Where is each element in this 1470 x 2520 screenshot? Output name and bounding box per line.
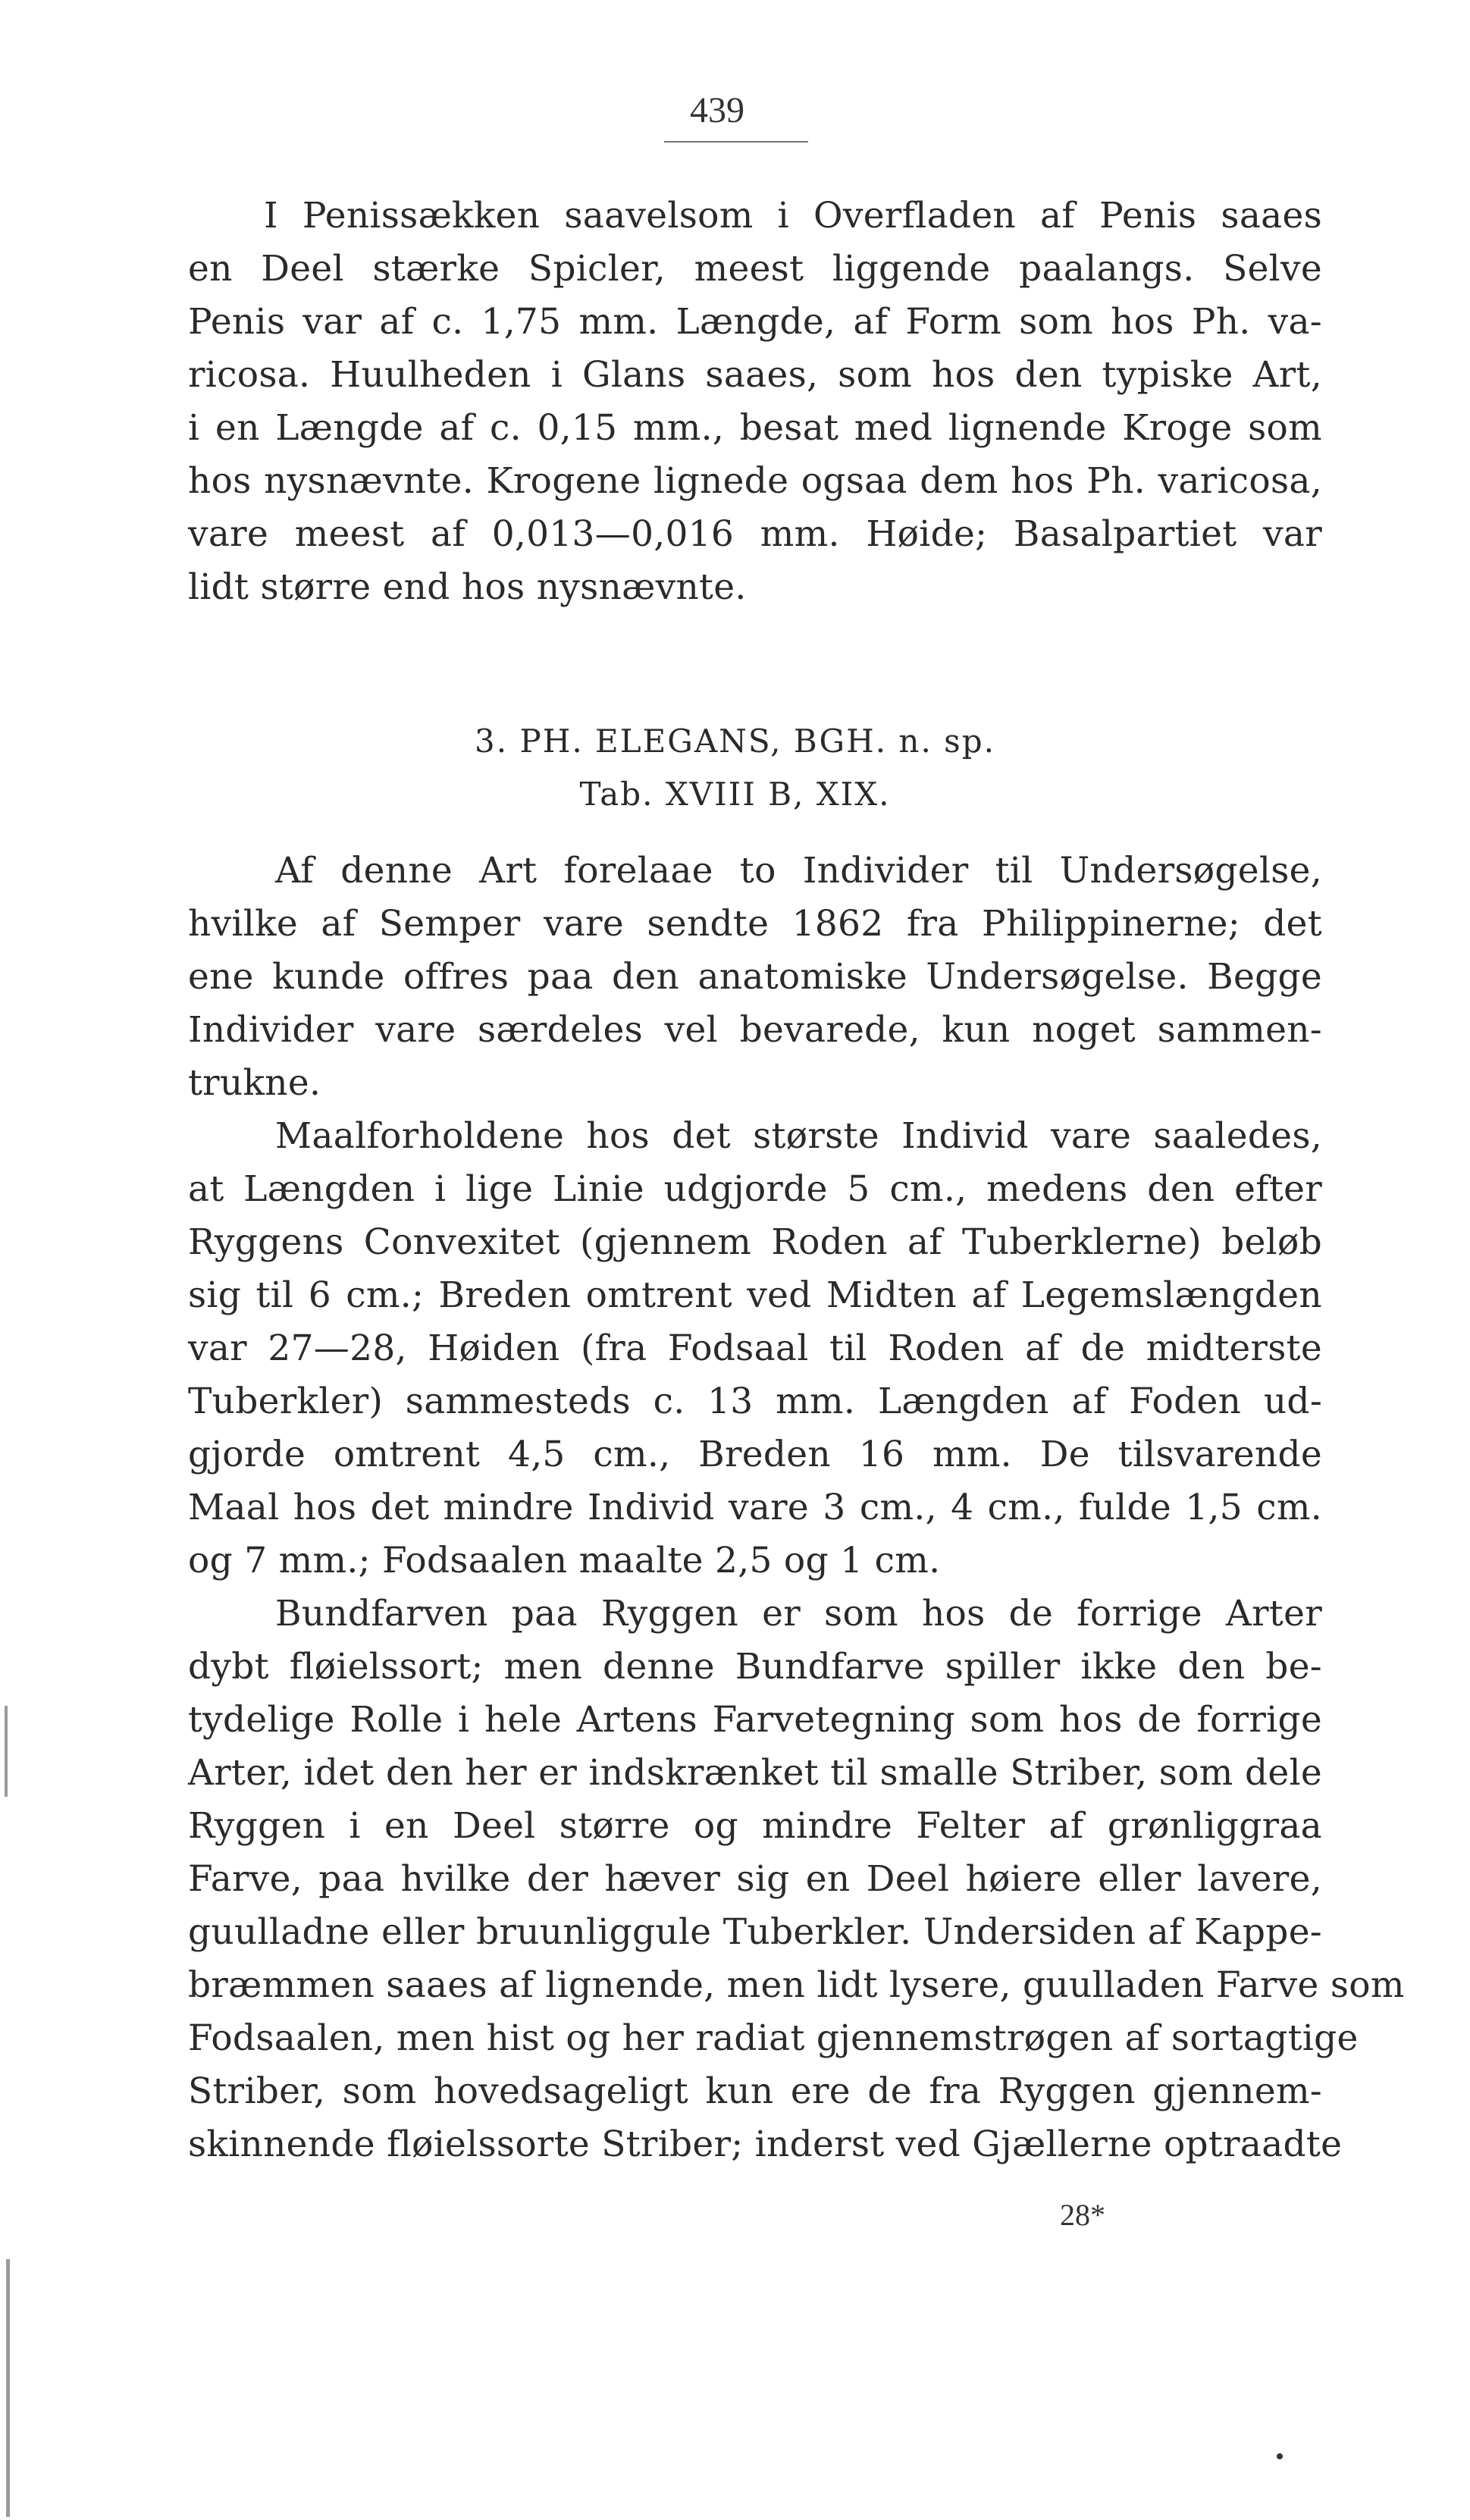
paragraph-1-line: i en Længde af c. 0,15 mm., besat med lignende Kroge som [188, 407, 1322, 449]
paragraph-1-line: I Penissækken saavelsom i Overfladen af Penis saaes [264, 195, 1322, 237]
page-number: 439 [690, 90, 744, 130]
paragraph-3-line: gjorde omtrent 4,5 cm., Breden 16 mm. De tilsvarende [188, 1434, 1322, 1475]
paragraph-4-line: Ryggen i en Deel større og mindre Felter af grønliggraa [188, 1805, 1322, 1847]
section-title: 3. PH. ELEGANS, BGH. n. sp. [475, 722, 995, 760]
paragraph-4-line: skinnende fløielssorte Striber; inderst ved Gjællerne optraadte [188, 2124, 1343, 2165]
paragraph-3-line: Maal hos det mindre Individ vare 3 cm., 4 cm., fulde 1,5 cm. [188, 1487, 1322, 1528]
paragraph-1-line: lidt større end hos nysnævnte. [188, 566, 747, 608]
paragraph-3-line: at Længden i lige Linie udgjorde 5 cm., medens den efter [188, 1168, 1322, 1210]
paragraph-1-line: Penis var af c. 1,75 mm. Længde, af Form som hos Ph. va- [188, 301, 1322, 343]
scan-edge-mark [5, 1706, 8, 1797]
paragraph-2-line: Af denne Art forelaae to Individer til Undersøgelse, [275, 850, 1322, 892]
paragraph-4-line: Fodsaalen, men hist og her radiat gjennemstrøgen af sortagtige [188, 2017, 1359, 2059]
paragraph-2-line: ene kunde offres paa den anatomiske Undersøgelse. Begge [188, 956, 1322, 998]
paragraph-1-line: vare meest af 0,013—0,016 mm. Høide; Basalpartiet var [188, 513, 1322, 555]
paragraph-3-line: var 27—28, Høiden (fra Fodsaal til Roden af de midterste [188, 1327, 1322, 1369]
paragraph-3-line: Ryggens Convexitet (gjennem Roden af Tuberklerne) beløb [188, 1221, 1322, 1263]
header-rule [664, 141, 808, 143]
paragraph-2-line: trukne. [188, 1062, 321, 1104]
paragraph-3-line: sig til 6 cm.; Breden omtrent ved Midten af Legemslængden [188, 1274, 1322, 1316]
paragraph-4-line: tydelige Rolle i hele Artens Farvetegning som hos de forrige [188, 1699, 1322, 1741]
paragraph-3-line: Tuberkler) sammesteds c. 13 mm. Længden af Foden ud- [188, 1381, 1322, 1422]
scan-dot [1277, 2453, 1283, 2459]
paragraph-4-line: Farve, paa hvilke der hæver sig en Deel høiere eller lavere, [188, 1858, 1322, 1900]
paragraph-3-line: og 7 mm.; Fodsaalen maalte 2,5 og 1 cm. [188, 1540, 941, 1581]
paragraph-4-line: Bundfarven paa Ryggen er som hos de forrige Arter [275, 1593, 1322, 1635]
paragraph-4-line: guulladne eller bruunliggule Tuberkler. Undersiden af Kappe- [188, 1911, 1322, 1953]
signature-mark: 28* [1060, 2198, 1105, 2232]
paragraph-4-line: dybt fløielssort; men denne Bundfarve spiller ikke den be- [188, 1646, 1322, 1688]
paragraph-2-line: hvilke af Semper vare sendte 1862 fra Philippinerne; det [188, 903, 1322, 945]
paragraph-1-line: hos nysnævnte. Krogene lignede ogsaa dem hos Ph. varicosa, [188, 460, 1322, 502]
paragraph-3-line: Maalforholdene hos det største Individ vare saaledes, [275, 1115, 1322, 1157]
paragraph-4-line: Striber, som hovedsageligt kun ere de fra Ryggen gjennem- [188, 2070, 1322, 2112]
paragraph-2-line: Individer vare særdeles vel bevarede, kun noget sammen- [188, 1009, 1322, 1051]
section-subtitle: Tab. XVIII B, XIX. [579, 776, 891, 813]
paragraph-1-line: en Deel stærke Spicler, meest liggende paalangs. Selve [188, 248, 1322, 290]
paragraph-1-line: ricosa. Huulheden i Glans saaes, som hos den typiske Art, [188, 354, 1322, 396]
scan-edge-mark [6, 2259, 10, 2517]
paragraph-4-line: bræmmen saaes af lignende, men lidt lysere, guulladen Farve som [188, 1964, 1405, 2006]
paragraph-4-line: Arter, idet den her er indskrænket til smalle Striber, som dele [188, 1752, 1322, 1794]
